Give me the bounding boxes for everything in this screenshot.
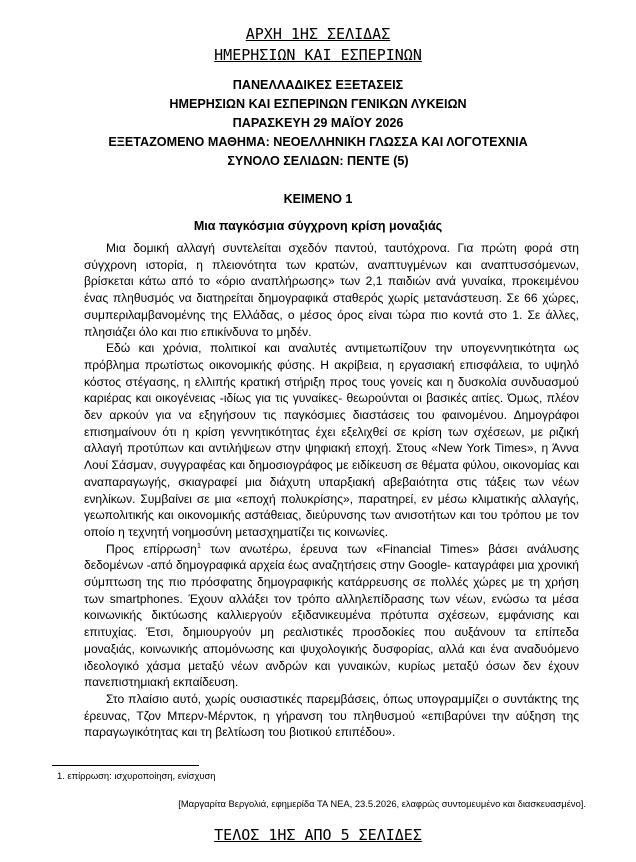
source-citation: [Μαργαρίτα Βεργολιά, εφημερίδα ΤΑ ΝΕΑ, 23.5.2026, ελαφρώς συντομευμένο και διασκευασμένο]. [178,798,586,809]
paragraph-1: Μια δομική αλλαγή συντελείται σχεδόν παντού, ταυτόχρονα. Για πρώτη φορά στη σύγχρονη ιστορία, η πλειονότητα των κρατών, αναπτυγμένων και αναπτυσσόμενων, βρίσκεται κάτω από το «όριο αναπλήρωσης» των 2,1 παιδιών ανά γυναίκα, προκειμένου ένας πληθυσμός να διατηρείται δημογραφικά σταθερός χωρίς μετανάστευση. Σε 66 χώρες, συμπεριλαμβανομένης της Ελλάδας, ο μέσος όρος είναι τώρα πιο κοντά στο 1. Σε άλλες, πλησιάζει όλο και πιο επικίνδυνα το μηδέν. [84,241,579,339]
paragraph-4: Στο πλαίσιο αυτό, χωρίς ουσιαστικές παρεμβάσεις, όπως υπογραμμίζει ο συντάκτης της έρευνας, Τζον Μπερν-Μέρντοκ, η γήρανση του πληθυσμού «επιβαρύνει την αύξηση της παραγωγικότητας και τη βελτίωση του βιοτικού επιπέδου». [84,691,579,740]
exam-header-line2: ΗΜΕΡΗΣΙΩΝ ΚΑΙ ΕΣΠΕΡΙΝΩΝ ΓΕΝΙΚΩΝ ΛΥΚΕΙΩΝ [169,97,467,111]
footnote-marker: 1 [196,540,202,550]
exam-header-line3: ΠΑΡΑΣΚΕΥΗ 29 ΜΑΪΟΥ 2026 [232,116,404,130]
page-start-line2: ΗΜΕΡΗΣΙΩΝ ΚΑΙ ΕΣΠΕΡΙΝΩΝ [214,46,422,64]
paragraph-3 [84,541,579,691]
article-body [84,240,579,741]
exam-header-line1: ΠΑΝΕΛΛΑΔΙΚΕΣ ΕΞΕΤΑΣΕΙΣ [232,78,404,92]
text-label: ΚΕΙΜΕΝΟ 1 [283,192,353,206]
paragraph-2: Εδώ και χρόνια, πολιτικοί και αναλυτές αντιμετωπίζουν την υπογεννητικότητα ως πρόβλημα πρωτίστως οικονομικής φύσης. Η ακρίβεια, η εργασιακή επισφάλεια, το υψηλό κόστος στέγασης, η ελλιπής κρατική στήριξη προς τους γονείς και η δυσκολία συνδυασμού καριέρας και οικογένειας -ιδίως για τις γυναίκες- θεωρούνται οι βασικές αιτίες. Όμως, πλέον δεν αρκούν για να εξηγήσουν τις παγκόσμιες διαστάσεις του φαινομένου. Δημογράφοι επισημαίνουν ότι η κρίση γεννητικότητας έχει εξελιχθεί σε κρίση των σχέσεων, με ριζική αλλαγή προτύπων και αντιλήψεων στην ψηφιακή εποχή. Στους «New York Times», η Άννα Λουί Σάσμαν, συγγραφέας και δημοσιογράφος με ειδίκευση σε θέματα φύλου, οικονομίας και αναπαραγωγής, σκιαγραφεί μια διάχυτη υπαρξιακή αβεβαιότητα στις τάξεις των νέων ενηλίκων. Συμβαίνει σε μια «εποχή πολυκρίσης», παρατηρεί, εν μέσω κλιματικής αλλαγής, γεωπολιτικής και οικονομικής αστάθειας, διεύρυνσης των ανισοτήτων και του τρόπου με τον οποίο η τεχνητή νοημοσύνη μετασχηματίζει τις κοινωνίες. [84,341,579,539]
exam-header-line4: ΕΞΕΤΑΖΟΜΕΝΟ ΜΑΘΗΜΑ: ΝΕΟΕΛΛΗΝΙΚΗ ΓΛΩΣΣΑ ΚΑΙ ΛΟΓΟΤΕΧΝΙΑ [108,135,528,149]
footnote-divider [52,765,199,766]
paragraph-3-start: Προς επίρρωση [106,541,197,556]
page-end-line: ΤΕΛΟΣ 1ΗΣ ΑΠΟ 5 ΣΕΛΙΔΕΣ [214,826,422,844]
text-title: Μια παγκόσμια σύγχρονη κρίση μοναξιάς [193,219,443,233]
page-start-line1: ΑΡΧΗ 1ΗΣ ΣΕΛΙΔΑΣ [245,25,391,43]
paragraph-3-rest: των ανωτέρω, έρευνα των «Financial Times» βάσει ανάλυσης δεδομένων -από δημογραφικά αρχεία έως αναζητήσεις στην Google- καταγράφει μια χρονική σύμπτωση της πιο πρόσφατης δημογραφικής κατάρρευσης σε πολλές χώρες με τη χρήση των smartphones. Έχουν αλλάξει τον τρόπο αλληλεπίδρασης των νέων, ενώσω τα μέσα κοινωνικής δικτύωσης καλλιεργούν εξιδανικευμένα πρότυπα σχέσεων, εμφάνισης και επιτυχίας. Έτσι, δημιουργούν μη ρεαλιστικές προσδοκίες που αυξάνουν τα επίπεδα μοναξιάς, κοινωνικής απομόνωσης και ψυχολογικής δυσφορίας, αλλά και ένα αναδυόμενο ιδεολογικό χάσμα μεταξύ νέων ανδρών και γυναικών, κυρίως μεταξύ όσων δεν έχουν πανεπιστημιακή εκπαίδευση. [84,541,579,690]
exam-header-line5: ΣΥΝΟΛΟ ΣΕΛΙΔΩΝ: ΠΕΝΤΕ (5) [227,154,409,168]
footnote: 1. επίρρωση: ισχυροποίηση, ενίσχυση [57,770,216,781]
